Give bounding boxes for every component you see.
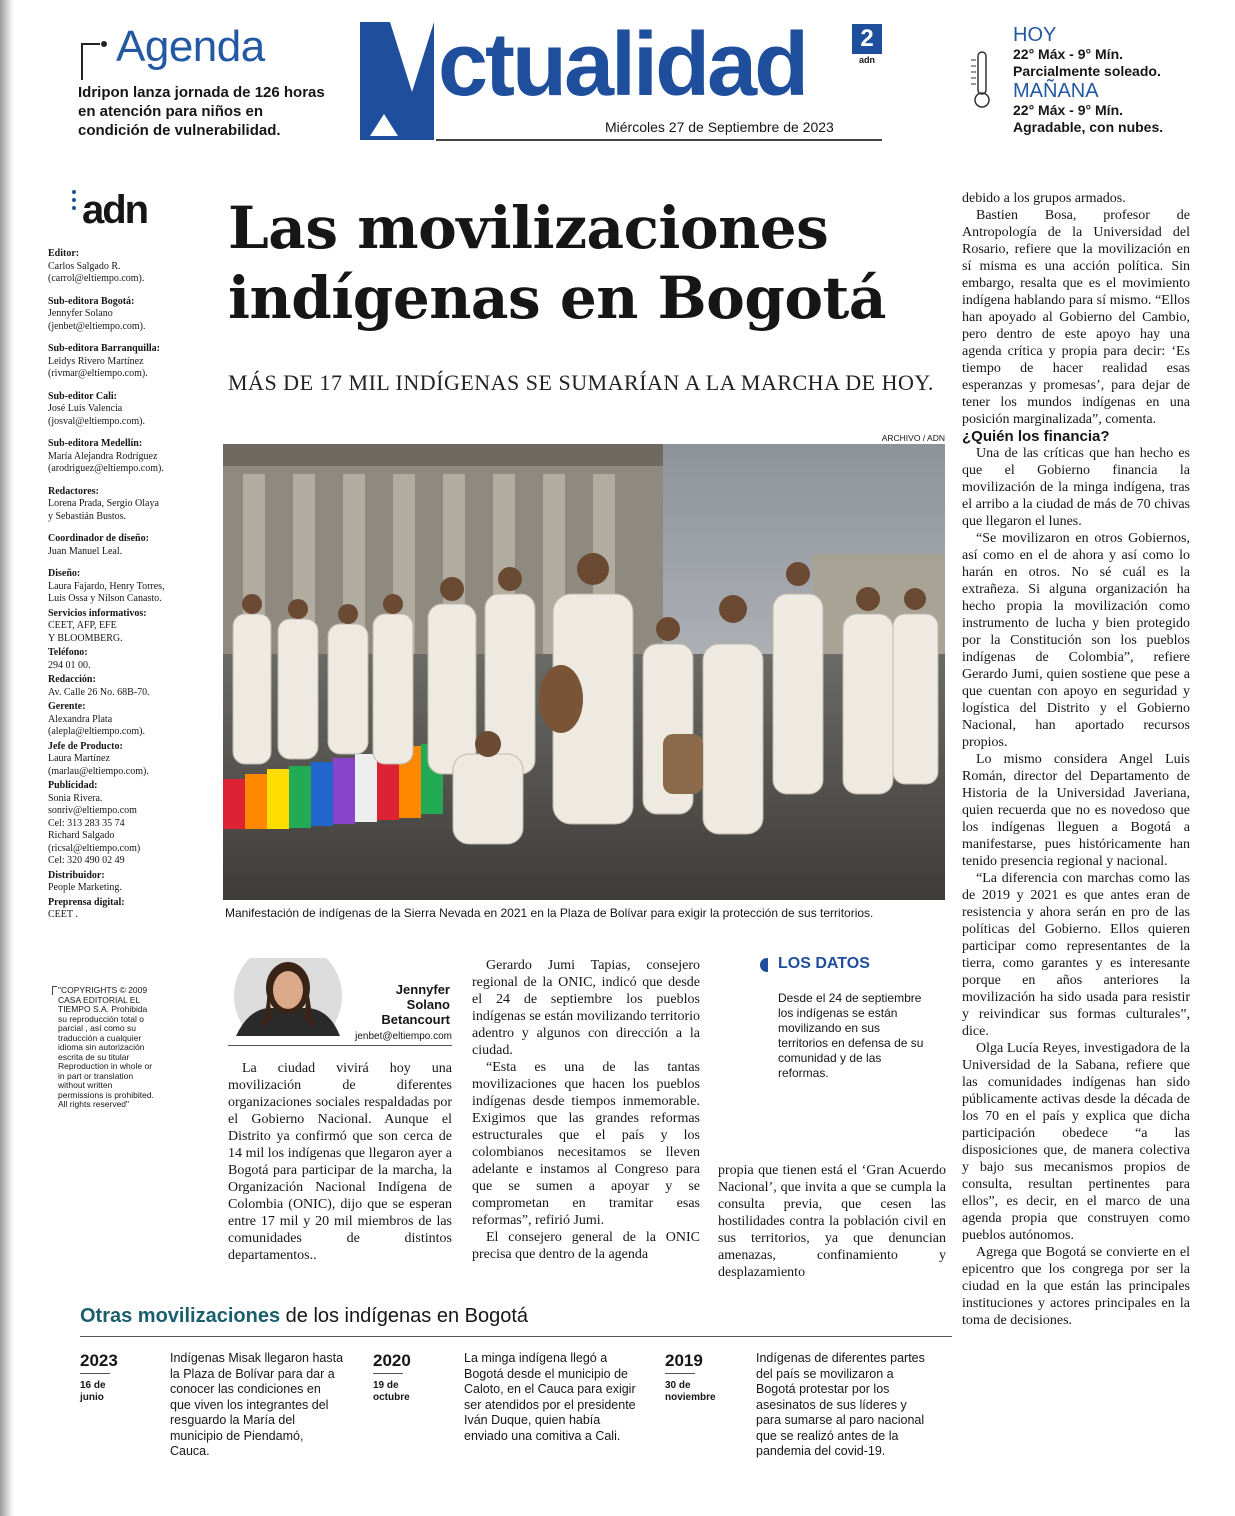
article-column-1 xyxy=(228,1060,452,1264)
timeline-date: junio xyxy=(80,1392,104,1403)
staff-group xyxy=(48,780,188,868)
staff-role: Redacción: xyxy=(48,674,96,685)
staff-role: Sub-editor Cali: xyxy=(48,390,117,402)
staff-group xyxy=(48,647,188,672)
staff-line: (rivmar@eltiempo.com). xyxy=(48,368,148,379)
timeline-date: octubre xyxy=(373,1392,410,1403)
masthead-rule xyxy=(436,139,882,141)
staff-group xyxy=(48,674,188,699)
staff-line: Av. Calle 26 No. 68B-70. xyxy=(48,686,150,698)
article-column-4 xyxy=(962,190,1190,1329)
agenda-bracket-icon xyxy=(80,40,108,82)
staff-line: Cel: 313 283 35 74 xyxy=(48,817,125,829)
staff-role: Sub-editora Bogotá: xyxy=(48,295,135,307)
masthead-logo-a xyxy=(360,22,434,140)
staff-line: Jennyfer Solano xyxy=(48,308,113,319)
paragraph: La ciudad vivirá hoy una movilización de diferentes organizaciones sociales respaldadas por el Gobierno Nacional. Aunque el Distrito ya confirmó que son cerca de 14 mil los indígenas que llegaron ayer a Bogotá para participar de la marcha, la Organización Nacional Indígena de Colombia (ONIC), dijo que se esperan entre 17 mil y 20 mil miembros de las comunidades de distintos departamentos.. xyxy=(228,1061,452,1263)
timeline-rule xyxy=(80,1373,110,1374)
staff-line: Luis Ossa y Nilson Canasto. xyxy=(48,593,162,604)
staff-role: Sub-editora Barranquilla: xyxy=(48,343,160,354)
timeline-date: 30 de xyxy=(665,1380,691,1391)
staff-role: Coordinador de diseño: xyxy=(48,533,149,544)
staff-line: CEET . xyxy=(48,909,78,920)
staff-role: Gerente: xyxy=(48,701,86,712)
paragraph: debido a los grupos armados. xyxy=(962,191,1126,206)
staff-group xyxy=(48,248,188,286)
timeline-item-2023 xyxy=(80,1351,360,1458)
staff-line: (ricsal@eltiempo.com) xyxy=(48,842,141,854)
headline-line-1: Las movilizaciones xyxy=(228,194,829,262)
timeline-text: Indígenas Misak llegaron hasta la Plaza de Bolívar para dar a conocer las condiciones en que viven los integrantes del resguardo la María del municipio de Piendamó, Cauca. xyxy=(170,1351,344,1458)
weather-today-desc: Parcialmente soleado. xyxy=(1013,63,1161,79)
staff-line: María Alejandra Rodríguez xyxy=(48,450,158,462)
staff-line: People Marketing. xyxy=(48,882,122,893)
staff-role: Jefe de Producto: xyxy=(48,740,123,752)
staff-group xyxy=(48,568,188,606)
staff-role: Editor: xyxy=(48,248,80,259)
paragraph: Una de las críticas que han hecho es que el Gobierno financia la movilización de la minga indígena, tras el arribo a la ciudad de más de 70 chivas que llegaron el lunes. xyxy=(962,446,1190,529)
photo-caption: Manifestación de indígenas de la Sierra Nevada en 2021 en la Plaza de Bolívar para exigir la protección de sus territorios. xyxy=(225,906,874,920)
adn-logo: adn xyxy=(82,188,148,232)
subheading: ¿Quién los financia? xyxy=(962,428,1110,445)
staff-role: Sub-editora Medellín: xyxy=(48,438,143,449)
paragraph: Agrega que Bogotá se convierte en el epicentro que los congrega por ser la ciudad en la que están las principales instituciones y actores principales en la toma de decisiones. xyxy=(962,1245,1190,1328)
timeline-year: 2019 xyxy=(665,1351,703,1370)
staff-role: Redactores: xyxy=(48,485,99,497)
agenda-text: Idripon lanza jornada de 126 horas en atención para niños en condición de vulnerabilidad. xyxy=(78,84,325,139)
deck: MÁS DE 17 MIL INDÍGENAS SE SUMARÍAN A LA MARCHA DE HOY. xyxy=(228,370,934,395)
paragraph: “Se movilizaron en otros Gobiernos, así como en el de ahora y así como lo harán en otros. No sé cuál es la extrañeza. Si alguna organización ha hecho propia la movilización como instrumento de lucha y bien protegido por la Constitución son los pueblos indígenas de Colombia”, refiere Gerardo Jumi, quien sostiene que pese a que cuentan con apoyo en seguridad y logística del Distrito y el Gobierno Nacional, han aportado recursos propios. xyxy=(962,531,1190,750)
staff-group xyxy=(48,608,188,646)
paragraph: Gerardo Jumi Tapias, consejero regional de la ONIC, indicó que desde el 24 de septiembre los pueblos indígenas se están movilizando territorio adentro y algunos con dirección a la ciudad. xyxy=(472,958,700,1058)
datos-marker-icon xyxy=(760,958,768,972)
timeline-year: 2020 xyxy=(373,1351,411,1370)
staff-line: (josval@eltiempo.com). xyxy=(48,415,145,427)
copyright-text: "COPYRIGHTS © 2009 CASA EDITORIAL EL TIEMPO S.A. Prohibida su reproducción total o parcial , así como su traducción a cualquier idioma sin autorización escrita de su titular Reproduction in whole or in part or translation without written permissions is prohibited. All rights reserved" xyxy=(58,985,154,1109)
staff-group xyxy=(48,741,188,779)
masthead-date: Miércoles 27 de Septiembre de 2023 xyxy=(605,119,834,135)
staff-group xyxy=(48,870,188,895)
staff-line: Alexandra Plata xyxy=(48,713,113,725)
article-column-2 xyxy=(472,957,700,1263)
paragraph: El consejero general de la ONIC precisa que dentro de la agenda xyxy=(472,1230,700,1262)
staff-role: Publicidad: xyxy=(48,780,98,791)
timeline-text: Indígenas de diferentes partes del país se movilizaron a Bogotá protestar por los asesinatos de sus líderes y para sumarse al paro nacional que se realizó antes de la pandemia del covid-19. xyxy=(756,1351,925,1458)
timeline-date: 19 de xyxy=(373,1380,399,1391)
weather-panel xyxy=(1013,24,1213,136)
otras-rule xyxy=(80,1336,952,1337)
copyright-notice xyxy=(58,986,158,1110)
staff-line: (marlau@eltiempo.com). xyxy=(48,765,149,777)
paragraph: Bastien Bosa, profesor de Antropología de la Universidad del Rosario, refiere que la movilización en sí misma es una acción política. Sin embargo, resalta que es el movimiento indígena hablando para sí mismo. “Ellos han apoyado al Gobierno del Cambio, pero dentro de este apoyo hay una agenda crítica y propia para decir: ‘Es tiempo de hacer realidad esas esperanzas y promesas’, para dejar de tener los mundos indígenas en una posición marginalizada”, comenta. xyxy=(962,208,1190,427)
author-name-2: Solano xyxy=(406,997,450,1012)
paragraph: propia que tienen está el ‘Gran Acuerdo Nacional’, que invita a que se cumpla la consulta previa, que cesen las hostilidades contra la población civil en sus territorios, ya que denuncian amenazas, confinamiento y desplazamiento xyxy=(718,1163,946,1280)
staff-group xyxy=(48,533,188,558)
page-edge-shadow xyxy=(0,0,14,1516)
staff-line: Laura Fajardo, Henry Torres, xyxy=(48,580,165,592)
timeline-item-2019 xyxy=(665,1351,945,1458)
adn-logo-mark xyxy=(72,190,80,210)
headline-line-2: indígenas en Bogotá xyxy=(228,264,886,332)
paragraph: Olga Lucía Reyes, investigadora de la Universidad de la Sabana, refiere que las comunidades indígenas han sido públicamente activas desde la década de los 70 en el país y explica que dicha participación obedece “a las disposiciones que, de manera colectiva y bajo sus mecanismos propios de consulta, resultan pertinentes para ellos”, es decir, en el marco de una agenda propia que construyen como pueblos autónomos. xyxy=(962,1041,1190,1243)
timeline-year: 2023 xyxy=(80,1351,118,1370)
staff-line: Juan Manuel Leal. xyxy=(48,545,123,557)
staff-group xyxy=(48,897,188,922)
staff-group xyxy=(48,438,188,476)
staff-group xyxy=(48,391,188,429)
datos-text: Desde el 24 de septiembre los indígenas se están movilizando en sus territorios en defensa de su comunidad y de las reformas. xyxy=(778,991,924,1080)
page-brand: adn xyxy=(858,55,875,65)
otras-title xyxy=(80,1305,528,1328)
staff-line: Sonia Rivera. xyxy=(48,792,103,804)
staff-group xyxy=(48,486,188,524)
staff-line: sonriv@eltiempo.com xyxy=(48,805,137,816)
staff-line: Cel: 320 490 02 49 xyxy=(48,855,125,866)
author-name-1: Jennyfer xyxy=(395,982,450,997)
otras-title-bold: Otras movilizaciones xyxy=(80,1305,281,1327)
timeline-date: noviembre xyxy=(665,1392,716,1403)
staff-box xyxy=(48,248,188,924)
timeline-rule xyxy=(373,1373,403,1374)
thermometer-icon xyxy=(970,50,992,110)
timeline-date: 16 de xyxy=(80,1380,106,1391)
staff-line: Y BLOOMBERG. xyxy=(48,632,123,644)
staff-group xyxy=(48,701,188,739)
paragraph: “Esta es una de las tantas movilizaciones que hacen los pueblos indígenas desde tiempos inmemorable. Exigimos que las grandes reformas estructurales que el país y los colombianos necesitamos se lleven adelante e instamos al Congreso para que se sumen a apoyar y se comprometan en tramitar esas reformas”, refirió Jumi. xyxy=(472,1060,700,1228)
weather-today-temp: 22° Máx - 9° Mín. xyxy=(1013,46,1124,62)
staff-line: Lorena Prada, Sergio Olaya xyxy=(48,498,159,509)
weather-tomorrow-temp: 22° Máx - 9° Mín. xyxy=(1013,102,1124,118)
staff-line: (arodriguez@eltiempo.com). xyxy=(48,463,164,474)
staff-line: Richard Salgado xyxy=(48,830,115,841)
staff-line: Laura Martínez xyxy=(48,753,110,764)
agenda-title: Agenda xyxy=(116,22,265,71)
author-name-3: Betancourt xyxy=(381,1012,450,1027)
photo-credit: ARCHIVO / ADN xyxy=(881,433,945,443)
weather-today-label: HOY xyxy=(1013,24,1057,46)
otras-title-rest: de los indígenas en Bogotá xyxy=(280,1305,529,1327)
author-email[interactable]: jenbet@eltiempo.com xyxy=(355,1031,452,1042)
timeline-item-2020 xyxy=(373,1351,653,1443)
masthead-title: ctualidad xyxy=(438,15,807,115)
timeline-text: La minga indígena llegó a Bogotá desde el municipio de Caloto, en el Cauca para exigir ser atendidos por el presidente Iván Duque, quien había enviado una comitiva a Cali. xyxy=(464,1351,636,1443)
author-avatar xyxy=(228,958,346,1036)
headline xyxy=(228,193,948,333)
article-column-3 xyxy=(718,1162,946,1281)
staff-role: Preprensa digital: xyxy=(48,896,125,908)
page-number: 2 xyxy=(852,24,882,54)
staff-line: Carlos Salgado R. xyxy=(48,260,121,272)
staff-role: Diseño: xyxy=(48,568,81,579)
staff-line: (alepla@eltiempo.com). xyxy=(48,726,145,737)
staff-line: Leidys Rivero Martínez xyxy=(48,355,144,367)
article-photo xyxy=(223,444,945,900)
author-rule xyxy=(228,1045,452,1046)
weather-tomorrow-desc: Agradable, con nubes. xyxy=(1013,119,1164,135)
staff-role: Distribuidor: xyxy=(48,869,105,881)
staff-line: (carrol@eltiempo.com). xyxy=(48,273,145,284)
staff-role: Servicios informativos: xyxy=(48,607,147,619)
staff-line: José Luis Valencia xyxy=(48,403,123,414)
staff-group xyxy=(48,296,188,334)
staff-line: y Sebastián Bustos. xyxy=(48,510,127,522)
staff-line: (jenbet@eltiempo.com). xyxy=(48,320,146,332)
paragraph: “La diferencia con marchas como las de 2019 y 2021 es que antes eran de resistencia y ahora serán en pro de las políticas del Gobierno. Ellos quieren participar como representantes de la tierra, como garantes y es interesante porque en años anteriores la movilización ha sido usada para resistir y reivindicar sus formas culturales”, dice. xyxy=(962,871,1190,1039)
datos-title: LOS DATOS xyxy=(778,955,870,972)
staff-role: Teléfono: xyxy=(48,647,88,658)
weather-tomorrow-label: MAÑANA xyxy=(1013,80,1099,102)
staff-line: CEET, AFP, EFE xyxy=(48,620,117,631)
timeline-rule xyxy=(665,1373,695,1374)
author-name xyxy=(350,982,450,1027)
staff-line: 294 01 00. xyxy=(48,659,91,671)
paragraph: Lo mismo considera Angel Luis Román, director del Departamento de Historia de la Universidad Javeriana, quien recuerda que no es novedoso que los indígenas lleguen a Bogotá a manifestarse, pues históricamente han tenido presencia regional y nacional. xyxy=(962,752,1190,869)
staff-group xyxy=(48,343,188,381)
